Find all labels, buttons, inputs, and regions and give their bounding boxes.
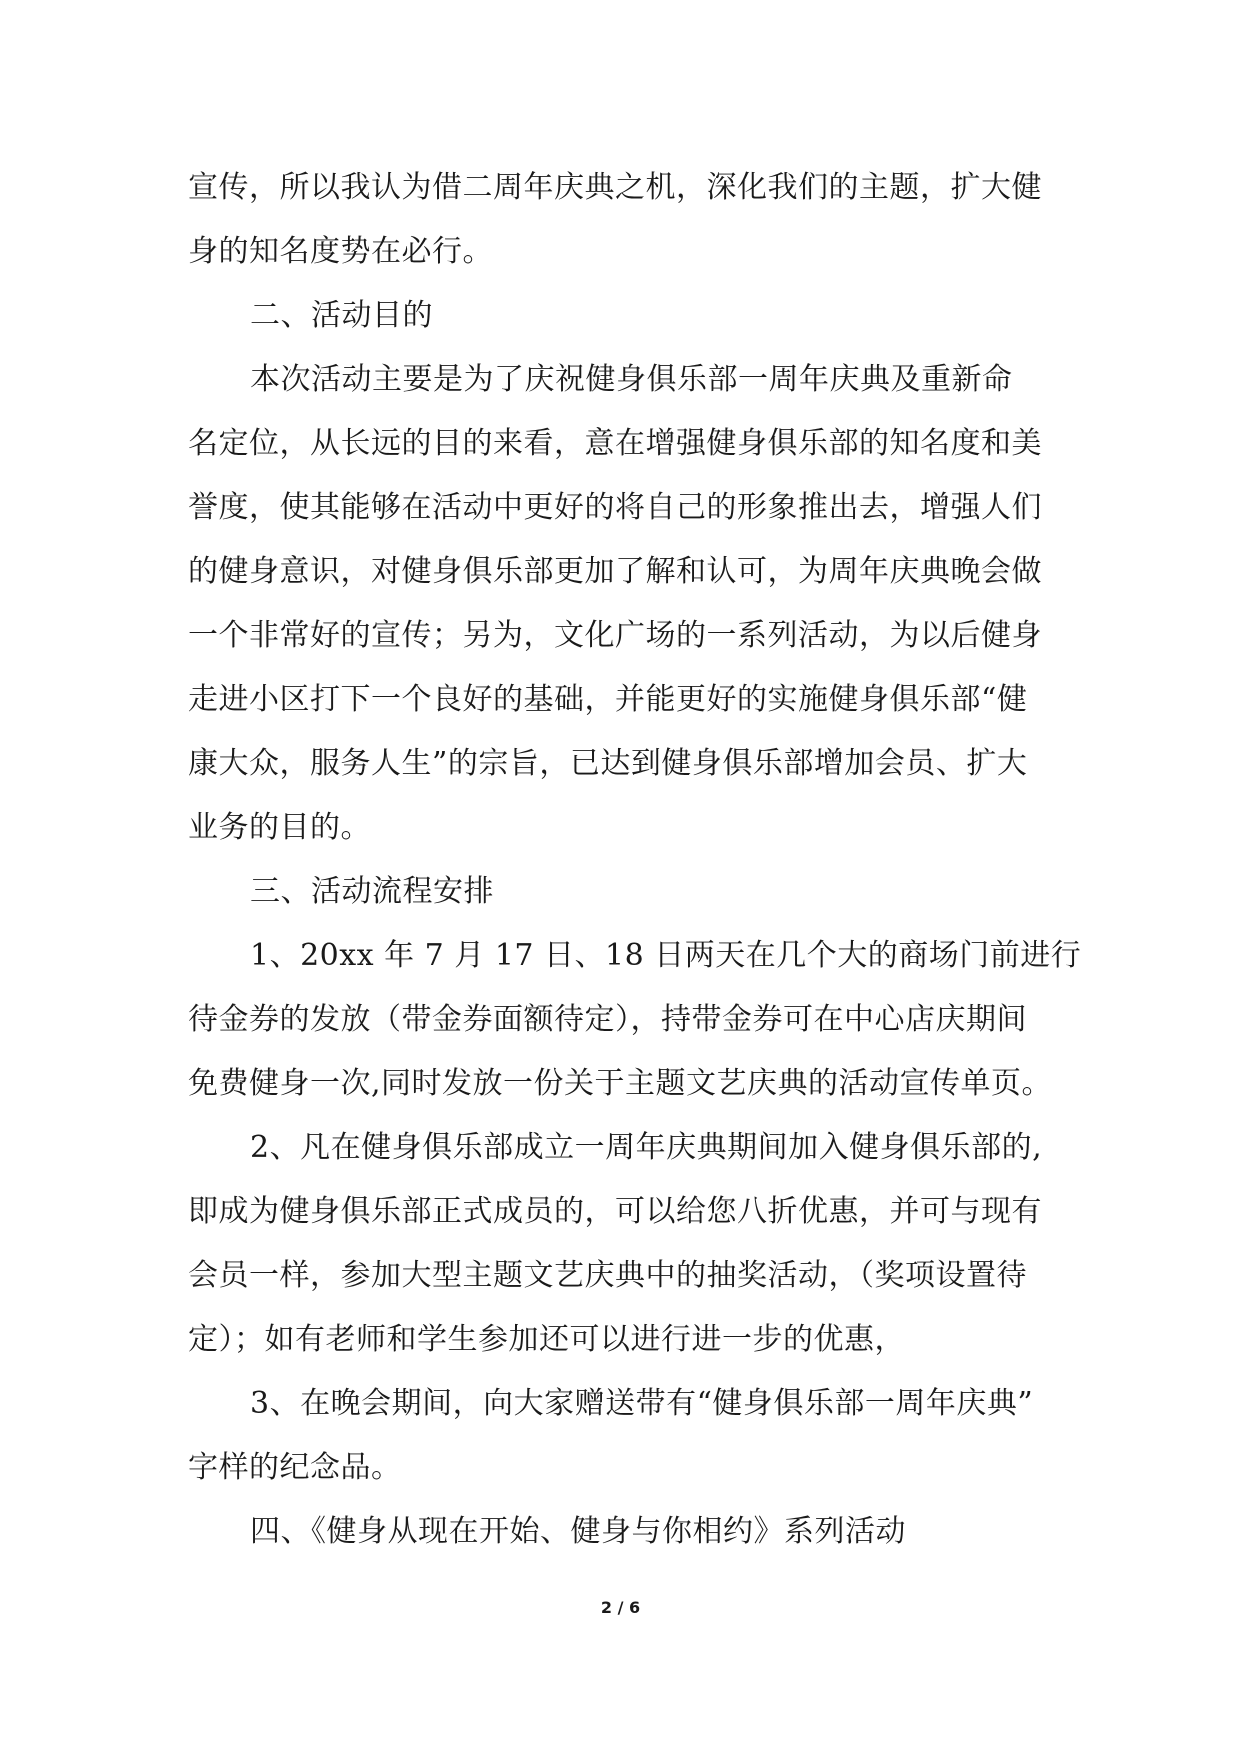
section-heading: 二、活动目的	[250, 298, 433, 333]
body-text-line: 2、凡在健身俱乐部成立一周年庆典期间加入健身俱乐部的,	[250, 1130, 1043, 1165]
page-number: 2 / 6	[600, 1598, 641, 1617]
body-text-line: 免费健身一次,同时发放一份关于主题文艺庆典的活动宣传单页。	[188, 1066, 1053, 1101]
body-text-line: 的健身意识，对健身俱乐部更加了解和认可，为周年庆典晚会做	[188, 554, 1042, 589]
body-text-line: 待金券的发放（带金券面额待定），持带金券可在中心店庆期间	[188, 1002, 1027, 1037]
body-text-line: 会员一样，参加大型主题文艺庆典中的抽奖活动，（奖项设置待	[188, 1258, 1027, 1293]
body-text-line: 康大众，服务人生”的宗旨，已达到健身俱乐部增加会员、扩大	[188, 746, 1028, 781]
section-heading: 三、活动流程安排	[250, 874, 494, 909]
body-text-line: 定）；如有老师和学生参加还可以进行进一步的优惠，	[188, 1322, 905, 1357]
body-text-line: 1、20xx 年 7 月 17 日、18 日两天在几个大的商场门前进行	[250, 938, 1082, 973]
body-text-line: 名定位，从长远的目的来看，意在增强健身俱乐部的知名度和美	[188, 426, 1042, 461]
body-text-line: 走进小区打下一个良好的基础，并能更好的实施健身俱乐部“健	[188, 682, 1028, 717]
document-body	[188, 156, 1082, 1564]
body-text-line: 一个非常好的宣传；另为，文化广场的一系列活动，为以后健身	[188, 618, 1042, 653]
body-text-line: 业务的目的。	[188, 810, 371, 845]
body-text-line: 本次活动主要是为了庆祝健身俱乐部一周年庆典及重新命	[250, 362, 1013, 397]
body-text-line: 身的知名度势在必行。	[188, 234, 493, 269]
body-text-line: 即成为健身俱乐部正式成员的，可以给您八折优惠，并可与现有	[188, 1194, 1042, 1229]
body-text-line: 3、在晚会期间，向大家赠送带有“健身俱乐部一周年庆典”	[250, 1386, 1034, 1421]
body-text-line: 宣传，所以我认为借二周年庆典之机，深化我们的主题，扩大健	[188, 170, 1042, 205]
body-text-line: 誉度，使其能够在活动中更好的将自己的形象推出去，增强人们	[188, 490, 1042, 525]
section-heading: 四、《健身从现在开始、健身与你相约》系列活动	[250, 1514, 906, 1549]
body-text-line: 字样的纪念品。	[188, 1450, 402, 1485]
